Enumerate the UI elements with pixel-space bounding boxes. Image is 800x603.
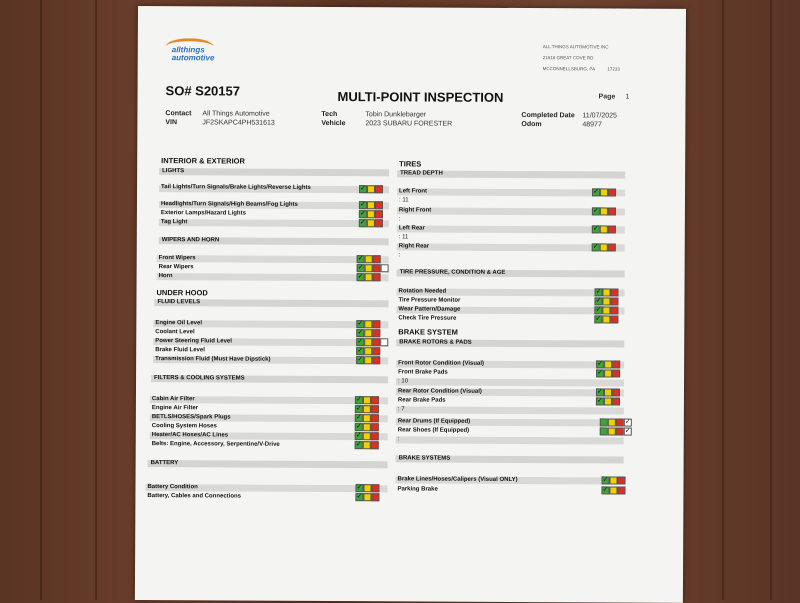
list-item: Headlights/Turn Signals/High Beams/Fog Lights ✓: [159, 200, 389, 210]
subsection-rotors: BRAKE ROTORS & PADS: [396, 339, 624, 347]
status-lights: ✓: [594, 306, 618, 314]
completed-value: 11/07/2025: [582, 112, 617, 120]
list-item: Exterior Lamps/Hazard Lights ✓: [159, 209, 389, 219]
list-item: Brake Lines/Hoses/Calipers (Visual ONLY) ✓: [395, 475, 623, 485]
list-item: Coolant Level ✓: [153, 328, 388, 338]
subsection-pressure: TIRE PRESSURE, CONDITION & AGE: [397, 269, 625, 277]
status-lights: ✓: [592, 243, 616, 251]
status-lights: ✓: [596, 369, 620, 377]
status-lights: ✓: [355, 423, 379, 431]
tech-value: Tobin Dunklebarger: [365, 111, 427, 119]
contact-value: All Things Automotive: [202, 110, 270, 118]
status-lights: ✓: [356, 347, 380, 355]
status-lights: ✓: [592, 207, 616, 215]
list-item: Left Front ✓: [397, 187, 625, 197]
status-lights: ✓: [355, 414, 379, 422]
vehicle-label: Vehicle: [321, 119, 346, 128]
tech-label: Tech: [321, 110, 338, 119]
list-item: Front Wipers ✓: [157, 254, 389, 264]
list-item: Cooling System Hoses ✓: [150, 422, 388, 432]
list-item: Horn ✓: [157, 272, 389, 282]
status-lights: ✓: [355, 441, 379, 449]
subsection-wipers: WIPERS AND HORN: [159, 237, 389, 245]
status-lights: ✓: [357, 273, 381, 281]
list-item: Left Rear ✓: [397, 224, 625, 234]
list-item: Engine Oil Level ✓: [153, 319, 388, 329]
list-item: Rear Wipers ✓: [157, 263, 389, 273]
subsection-filters: FILTERS & COOLING SYSTEMS: [151, 375, 388, 383]
list-item: Tag Light ✓: [159, 218, 389, 228]
list-item: Power Steering Fluid Level ✓: [153, 337, 388, 347]
list-item: Rear Rotor Condition (Visual) ✓: [396, 387, 624, 397]
shop-logo: allthings automotive: [171, 45, 215, 63]
list-item: Front Brake Pads ✓: [396, 368, 624, 378]
odom-value: 48977: [582, 121, 602, 129]
status-lights: ✓: [355, 493, 379, 501]
list-item: Tire Pressure Monitor ✓: [396, 296, 624, 306]
status-lights: ✓: [355, 405, 379, 413]
vin-label: VIN: [165, 119, 178, 127]
odom-label: Odom: [521, 121, 542, 129]
section-tires: TIRES: [399, 159, 422, 169]
list-item: Rotation Needed ✓: [396, 287, 624, 297]
shoe-value: :: [396, 435, 624, 445]
shop-address-line: ALL THINGS AUTOMOTIVE INC: [542, 44, 609, 50]
status-lights: ✓: [600, 427, 632, 435]
status-lights: ✓: [594, 315, 618, 323]
list-item: Right Rear ✓: [397, 242, 625, 252]
status-lights: ✓: [357, 264, 389, 272]
list-item: Parking Brake ✓: [395, 485, 623, 495]
status-lights: ✓: [596, 388, 620, 396]
subsection-lights: LIGHTS: [159, 168, 389, 176]
page-number: 1: [625, 93, 630, 101]
status-lights: ✓: [592, 188, 616, 196]
status-lights: ✓: [359, 219, 383, 227]
list-item: Front Rotor Condition (Visual) ✓: [396, 359, 624, 369]
list-item: Transmission Fluid (Must Have Dipstick) ✓: [153, 355, 388, 365]
status-lights: ✓: [357, 255, 381, 263]
subsection-fluid: FLUID LEVELS: [154, 299, 388, 307]
list-item: Engine Air Filter ✓: [150, 404, 388, 414]
subsection-tread: TREAD DEPTH: [397, 170, 625, 178]
contact-label: Contact: [165, 110, 192, 118]
status-lights: ✓: [596, 397, 620, 405]
status-lights: ✓: [355, 432, 379, 440]
list-item: Tail Lights/Turn Signals/Brake Lights/Reverse Lights ✓: [159, 184, 389, 194]
subsection-battery: BATTERY: [148, 460, 388, 468]
status-lights: ✓: [356, 320, 380, 328]
status-lights: ✓: [596, 360, 620, 368]
status-lights: ✓: [594, 297, 618, 305]
status-lights: ✓: [356, 356, 380, 364]
shop-address-line: 21618 GREAT COVE RD: [542, 55, 594, 61]
pad-value: : 7: [396, 405, 624, 415]
list-item: Rear Brake Pads ✓: [396, 396, 624, 406]
page-label: Page: [598, 93, 616, 101]
vin-value: JF2SKAPC4PH531613: [202, 119, 275, 127]
shop-address-line: MCCONNELLSBURG, PA 17233: [542, 66, 620, 72]
list-item: Heater/AC Hoses/AC Lines ✓: [150, 431, 388, 441]
subsection-brake-systems: BRAKE SYSTEMS: [396, 455, 624, 463]
status-lights: ✓: [359, 185, 383, 193]
list-item: Rear Drums (If Equipped) ✓: [396, 417, 624, 427]
so-number: SO# S20157: [165, 83, 241, 99]
completed-label: Completed Date: [521, 112, 575, 120]
status-lights: ✓: [355, 484, 379, 492]
tread-value: : 11: [398, 197, 409, 204]
list-item: Rear Shoes (If Equipped) ✓: [397, 427, 631, 435]
status-lights: ✓: [600, 418, 632, 426]
status-lights: ✓: [594, 288, 618, 296]
status-lights: ✓: [356, 338, 388, 346]
status-lights: ✓: [602, 476, 626, 484]
list-item: Belts: Engine, Accessory, Serpentine/V-Drive ✓: [150, 440, 388, 450]
status-lights: ✓: [355, 396, 379, 404]
section-under-hood: UNDER HOOD: [156, 288, 208, 298]
list-item: Battery Condition ✓: [145, 483, 387, 493]
tread-value: :: [398, 252, 401, 259]
status-lights: ✓: [356, 329, 380, 337]
inspection-sheet: [135, 6, 686, 603]
section-interior-exterior: INTERIOR & EXTERIOR: [161, 156, 245, 166]
pad-value: : 10: [396, 377, 624, 387]
vehicle-value: 2023 SUBARU FORESTER: [365, 120, 453, 128]
list-item: Check Tire Pressure ✓: [396, 314, 624, 324]
list-item: Battery, Cables and Connections ✓: [145, 492, 387, 502]
status-lights: ✓: [359, 201, 383, 209]
list-item: Brake Fluid Level ✓: [153, 346, 388, 356]
list-item: BETLS/HOSES/Spark Plugs ✓: [150, 413, 388, 423]
tread-value: : 11: [398, 234, 409, 241]
tread-value: :: [398, 216, 401, 223]
list-item: Right Front ✓: [397, 206, 625, 216]
list-item: Wear Pattern/Damage ✓: [396, 305, 624, 315]
status-lights: ✓: [359, 210, 383, 218]
status-lights: ✓: [601, 486, 625, 494]
list-item: Cabin Air Filter ✓: [150, 395, 388, 405]
page-title: MULTI-POINT INSPECTION: [337, 89, 504, 105]
section-brake-system: BRAKE SYSTEM: [398, 327, 458, 337]
status-lights: ✓: [592, 225, 616, 233]
